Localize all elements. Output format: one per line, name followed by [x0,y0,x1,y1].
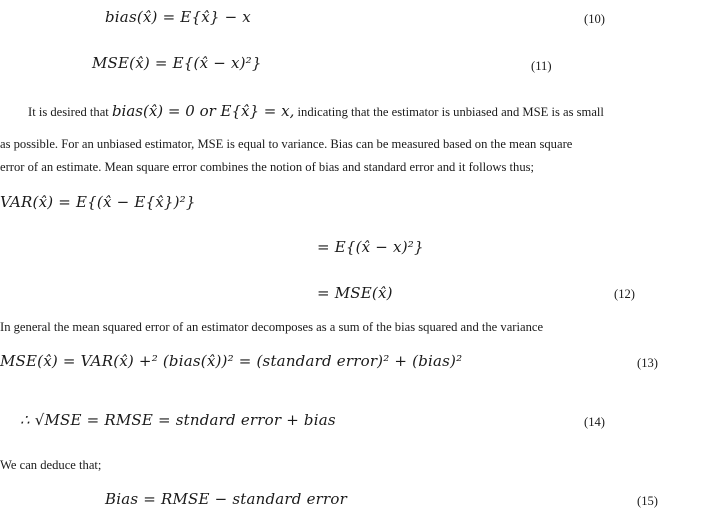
equation-number-11: (11) [531,59,552,73]
equation-10: bias(x̂) = E{x̂} − x [105,8,251,26]
equation-number-13: (13) [637,356,658,370]
paragraph-3: We can deduce that; [0,458,102,472]
equation-12-line-3: = MSE(x̂) [317,284,393,302]
inline-equation: bias(x̂) = 0 or E{x̂} = x, [111,102,295,120]
equation-15: Bias = RMSE − standard error [105,490,347,508]
equation-number-15: (15) [637,494,658,508]
equation-number-12: (12) [614,287,635,301]
paragraph-1-line-2: as possible. For an unbiased estimator, MSE is equal to variance. Bias can be measured based on the mean square [0,137,573,151]
equation-12-line-1: VAR(x̂) = E{(x̂ − E{x̂})²} [0,193,196,211]
paragraph-1-line-1 [28,102,604,120]
equation-12-line-2: = E{(x̂ − x)²} [317,238,424,256]
paragraph-1-line-3: error of an estimate. Mean square error combines the notion of bias and standard error and it follows thus; [0,160,535,174]
equation-number-14: (14) [584,415,605,429]
paragraph-1-tail: indicating that the estimator is unbiased and MSE is as small [294,105,604,119]
equation-number-10: (10) [584,12,605,26]
equation-13: MSE(x̂) = VAR(x̂) +² (bias(x̂))² = (standard error)² + (bias)² [0,352,463,370]
paragraph-2: In general the mean squared error of an estimator decomposes as a sum of the bias squared and the variance [0,320,544,334]
equation-11: MSE(x̂) = E{(x̂ − x)²} [92,54,262,72]
equation-14: ∴ √MSE = RMSE = stndard error + bias [20,411,336,429]
paragraph-1-lead: It is desired that [28,105,112,119]
